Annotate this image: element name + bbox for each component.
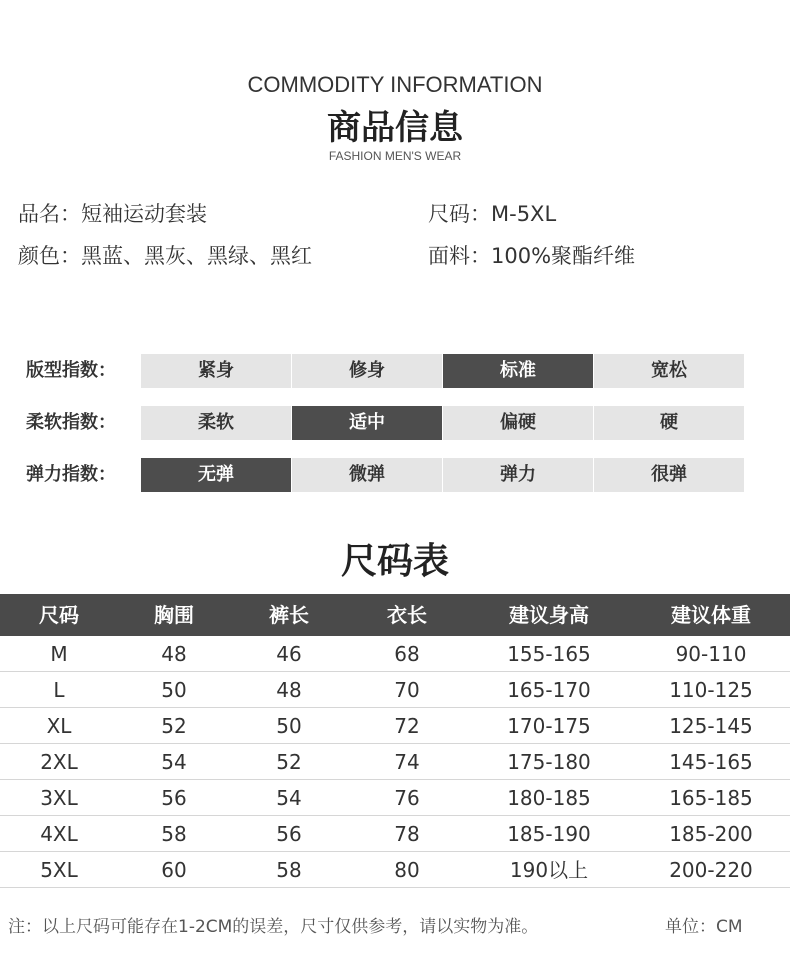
index-option: 偏硬	[443, 406, 593, 440]
index-option: 宽松	[594, 354, 744, 388]
table-cell: 180-185	[507, 786, 591, 810]
info-size	[428, 198, 556, 228]
table-cell: 76	[394, 786, 420, 810]
table-header-cell: 胸围	[154, 603, 194, 627]
info-value: 短袖运动套装	[81, 202, 207, 226]
table-cell: 70	[394, 678, 420, 702]
table-row	[0, 636, 790, 672]
table-cell: 50	[161, 678, 187, 702]
en-title: COMMODITY INFORMATION	[247, 72, 543, 97]
table-cell: 3XL	[40, 786, 78, 810]
table-cell: 165-185	[669, 786, 753, 810]
info-key: 面料：	[428, 244, 491, 268]
table-cell: 52	[161, 714, 187, 738]
table-cell: 165-170	[507, 678, 591, 702]
table-cell: 58	[276, 858, 302, 882]
table-cell: 190以上	[509, 858, 589, 882]
index-option: 弹力	[443, 458, 593, 492]
table-cell: 110-125	[669, 678, 753, 702]
size-table-header	[0, 594, 790, 636]
table-cell: XL	[46, 714, 72, 738]
table-row	[0, 672, 790, 708]
table-cell: 90-110	[675, 642, 747, 666]
info-product-name	[18, 198, 207, 228]
table-cell: 4XL	[40, 822, 78, 846]
index-row	[0, 354, 790, 388]
table-cell: 200-220	[669, 858, 753, 882]
table-row	[0, 744, 790, 780]
footer-note: 注：以上尺码可能存在1-2CM的误差，尺寸仅供参考，请以实物为准。	[8, 917, 539, 937]
sub-title: FASHION MEN'S WEAR	[328, 149, 462, 163]
index-option: 紧身	[141, 354, 291, 388]
table-header-cell: 裤长	[269, 603, 309, 627]
table-cell: 175-180	[507, 750, 591, 774]
info-value: M-5XL	[491, 202, 557, 226]
table-cell: 60	[161, 858, 187, 882]
table-cell: L	[53, 678, 65, 702]
table-cell: 46	[276, 642, 302, 666]
index-option-selected: 标准	[443, 354, 593, 388]
info-key: 尺码：	[428, 202, 491, 226]
table-cell: 48	[276, 678, 302, 702]
table-cell: 68	[394, 642, 420, 666]
footer-unit: 单位：CM	[665, 917, 743, 937]
index-label: 柔软指数：	[26, 412, 116, 433]
table-row	[0, 708, 790, 744]
index-option: 很弹	[594, 458, 744, 492]
info-key: 颜色：	[18, 244, 81, 268]
size-table	[0, 594, 790, 888]
index-label: 弹力指数：	[26, 464, 116, 485]
table-cell: 170-175	[507, 714, 591, 738]
table-cell: 155-165	[507, 642, 591, 666]
table-cell: 50	[276, 714, 302, 738]
table-header-cell: 衣长	[387, 603, 427, 627]
table-cell: 56	[161, 786, 187, 810]
info-key: 品名：	[18, 202, 81, 226]
size-table-body	[0, 636, 790, 888]
table-cell: 58	[161, 822, 187, 846]
index-option-selected: 适中	[292, 406, 442, 440]
table-cell: 56	[276, 822, 302, 846]
table-header-cell: 建议身高	[509, 603, 589, 627]
table-cell: 185-190	[507, 822, 591, 846]
info-value: 黑蓝、黑灰、黑绿、黑红	[81, 244, 312, 268]
info-color	[18, 240, 312, 270]
table-header-cell: 建议体重	[671, 603, 751, 627]
table-cell: 78	[394, 822, 420, 846]
index-option: 柔软	[141, 406, 291, 440]
index-option: 微弹	[292, 458, 442, 492]
table-cell: 72	[394, 714, 420, 738]
table-cell: M	[50, 642, 68, 666]
index-option: 硬	[594, 406, 744, 440]
table-row	[0, 816, 790, 852]
table-row	[0, 852, 790, 888]
info-value: 100%聚酯纤维	[491, 244, 636, 268]
table-cell: 48	[161, 642, 187, 666]
table-cell: 54	[161, 750, 187, 774]
index-row	[0, 458, 790, 492]
table-cell: 145-165	[669, 750, 753, 774]
index-option-selected: 无弹	[141, 458, 291, 492]
table-cell: 52	[276, 750, 302, 774]
table-row	[0, 780, 790, 816]
table-cell: 54	[276, 786, 302, 810]
table-cell: 74	[394, 750, 420, 774]
table-cell: 2XL	[40, 750, 78, 774]
index-option: 修身	[292, 354, 442, 388]
table-cell: 5XL	[40, 858, 78, 882]
table-cell: 125-145	[669, 714, 753, 738]
index-label: 版型指数：	[26, 360, 116, 381]
table-cell: 185-200	[669, 822, 753, 846]
size-table-title: 尺码表	[340, 541, 449, 582]
index-row	[0, 406, 790, 440]
table-cell: 80	[394, 858, 420, 882]
table-header-cell: 尺码	[39, 603, 79, 627]
page-title: 商品信息	[327, 108, 463, 148]
info-fabric	[428, 240, 635, 270]
